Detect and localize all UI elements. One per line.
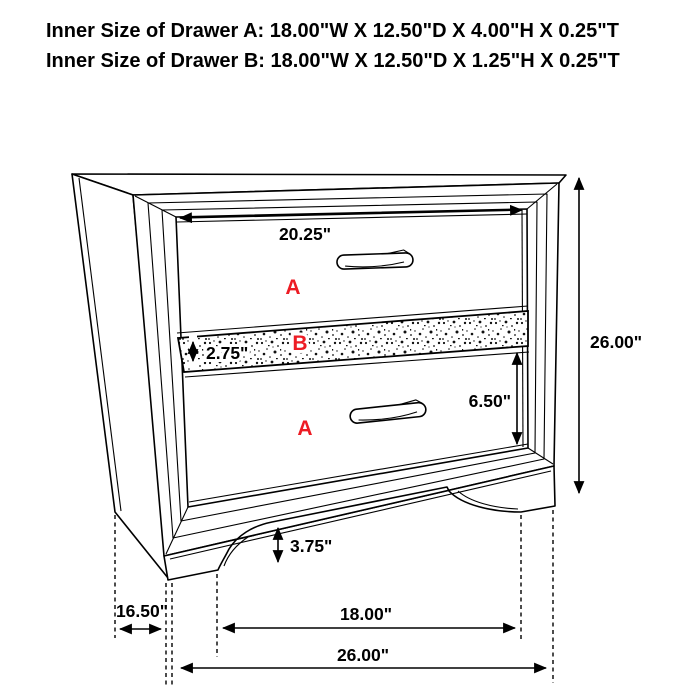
header-line-2: Inner Size of Drawer B: 18.00"W X 12.50"D X 1.25"H X 0.25"T bbox=[46, 50, 620, 72]
drawer-b-label: B bbox=[292, 332, 308, 355]
dimension-overall-width bbox=[181, 645, 546, 668]
dimension-leg-height bbox=[278, 528, 332, 562]
header bbox=[46, 20, 620, 72]
leg-height-value: 3.75" bbox=[290, 536, 333, 556]
bottom-drawer-height-value: 6.50" bbox=[468, 391, 511, 411]
dimension-side-depth bbox=[116, 601, 168, 629]
header-line-1: Inner Size of Drawer A: 18.00"W X 12.50"D X 4.00"H X 0.25"T bbox=[46, 20, 619, 42]
feet-span-value: 18.00" bbox=[339, 604, 393, 624]
dimension-overall-height bbox=[579, 178, 642, 493]
drawer-a-top-label: A bbox=[285, 276, 301, 299]
side-depth-value: 16.50" bbox=[115, 601, 169, 621]
strip-height-value: 2.75" bbox=[206, 343, 249, 363]
overall-height-value: 26.00" bbox=[590, 332, 643, 352]
overall-width-value: 26.00" bbox=[336, 645, 390, 665]
drawer-a-bottom-label: A bbox=[297, 417, 313, 440]
opening-width-value: 20.25" bbox=[278, 224, 332, 244]
dimension-feet-span bbox=[223, 604, 515, 628]
